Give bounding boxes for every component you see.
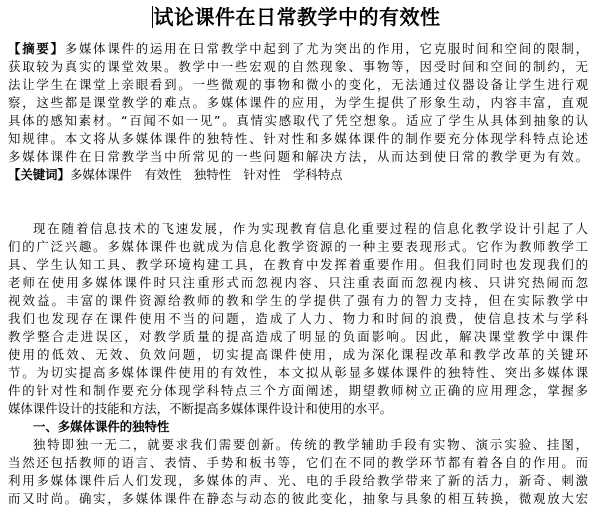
section-line: 利用多媒体课件后人们发现，多媒体的声、光、电的手段给教学带来了新的活力，新奇、刺激: [8, 473, 588, 488]
body-line: 使用的低效、无效、负效问题，切实提高课件使用，成为深化课程改革和教学改革的关键环: [8, 347, 588, 362]
section-line: 独特即独一无二，就要求我们需要创新。传统的教学辅助手段有实物、演示实验、挂图，: [33, 437, 588, 452]
abstract-line: 获取较为真实的课堂效果。教学中一些宏观的自然现象、事物等，因受时间和空间的制约，无: [8, 59, 588, 74]
body-line: 现在随着信息技术的飞速发展，作为实现教育信息化重要过程的信息化教学设计引起了人: [33, 221, 588, 236]
abstract-tag: 【摘要】: [8, 41, 65, 56]
title-text: 试论课件在日常教学中的有效性: [153, 5, 441, 29]
abstract-line: 察，这些都是课堂教学的难点。多媒体课件的应用，为学生提供了形象生动，内容丰富，直观: [8, 95, 588, 110]
section-heading: 一、多媒体课件的独特性: [33, 419, 170, 434]
keywords-tag: 【关键词】: [8, 167, 70, 182]
abstract-line: 法让学生在课堂上亲眼看到。一些微观的事物和微小的变化，无法通过仪器设备让学生进行观: [8, 77, 588, 92]
body-line: 视效益。丰富的课件资源给教师的教和学生的学提供了强有力的智力支持，但在实际教学中: [8, 293, 588, 308]
keywords-line: [8, 166, 588, 184]
body-line: 我们也发现存在课件使用不当的问题，造成了人力、物力和时间的浪费，使信息技术与学科: [8, 311, 588, 326]
abstract-line: [8, 40, 588, 58]
body-line: 们的广泛兴趣。多媒体课件也就成为信息化教学资源的一种主要表现形式。它作为教师教学工: [8, 239, 588, 254]
abstract-text: 多媒体课件的运用在日常教学中起到了尤为突出的作用，它克服时间和空间的限制，: [64, 41, 588, 56]
keywords-text: 多媒体课件 有效性 独特性 针对性 学科特点: [69, 167, 343, 182]
abstract-line: 知规律。本文将从多媒体课件的独特性、针对性和多媒体课件的制作要充分体现学科特点论述: [8, 131, 588, 146]
section-line: 而又时尚。确实，多媒体课件在静态与动态的彼此变化，抽象与具象的相互转换，微观放大宏: [8, 491, 588, 506]
body-line: 老师在使用多媒体课件时只注重形式而忽视内容、只注重表面而忽视内核、只讲究热闹而忽: [8, 275, 588, 290]
body-line: 具、学生认知工具、教学环境构建工具，在教育中发挥着重要作用。但我们同时也发现我们的: [8, 257, 588, 272]
section-line: 当然还包括教师的语言、表情、手势和板书等，它们在不同的教学环节都有着各自的作用。而: [8, 455, 588, 470]
document-title: [0, 3, 592, 31]
body-line: 件的针对性和制作要充分体现学科特点三个方面阐述，期望教师树立正确的应用理念，掌握多: [8, 383, 588, 398]
body-line: 节。为切实提高多媒体课件使用的有效性，本文拟从彰显多媒体课件的独特性、突出多媒体课: [8, 365, 588, 380]
body-line: 教学整合走进误区，对教学质量的提高造成了明显的负面影响。因此，解决课堂教学中课件: [8, 329, 588, 344]
abstract-line: 具体的感知素材。“百闻不如一见”。真情实感取代了凭空想象。适应了学生从具体到抽象的认: [8, 113, 588, 128]
text-cursor: [152, 6, 153, 28]
abstract-line: 多媒体课件在日常教学当中所常见的一些问题和解决方法，从而达到使日常的教学更为有效。: [8, 149, 588, 164]
body-line: 媒体课件设计的技能和方法，不断提高多媒体课件设计和使用的水平。: [8, 401, 393, 416]
